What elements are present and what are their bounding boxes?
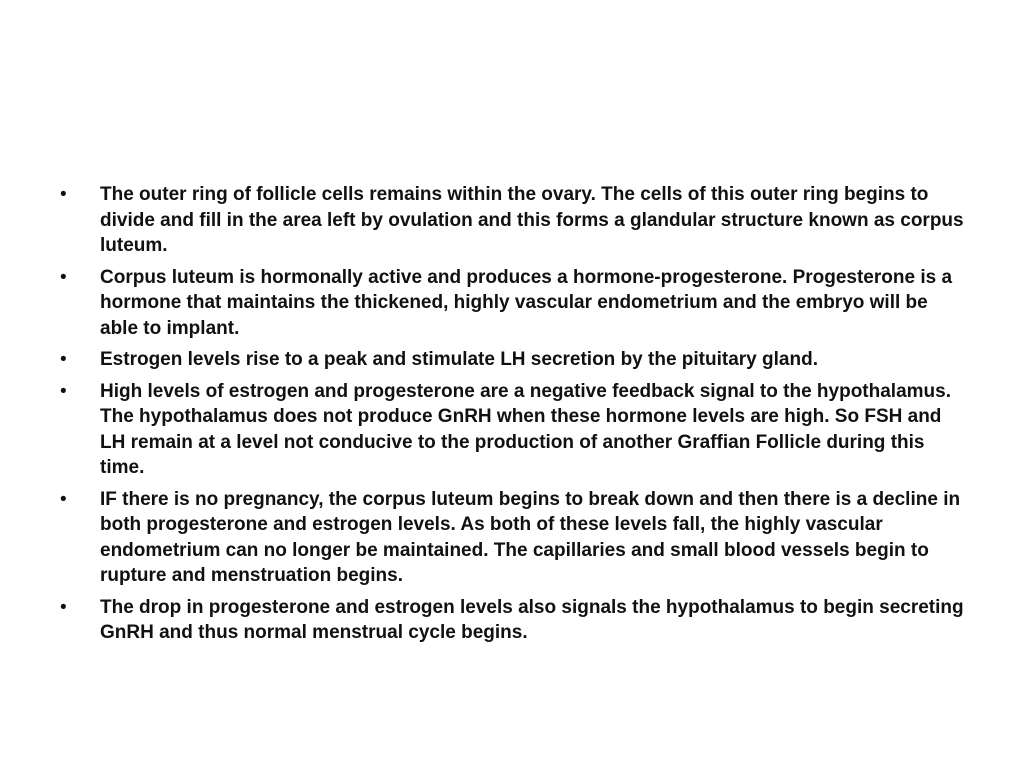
- bullet-item: [58, 265, 970, 342]
- bullet-dot-icon: •: [60, 266, 67, 288]
- bullet-dot-icon: •: [60, 380, 67, 402]
- bullet-text: IF there is no pregnancy, the corpus luteum begins to break down and then there is a decline in both progesterone and estrogen levels. As both of these levels fall, the highly vascular endometrium can no longer be maintained. The capillaries and small blood vessels begin to rupture and menstruation begins.: [100, 488, 961, 586]
- bullet-item: [58, 347, 970, 373]
- bullet-dot-icon: •: [60, 184, 67, 205]
- bullet-item: [58, 595, 970, 646]
- bullet-item: [58, 182, 970, 259]
- bullet-dot-icon: •: [60, 596, 67, 618]
- bullet-text: High levels of estrogen and progesterone are a negative feedback signal to the hypothalamus. The hypothalamus does not produce GnRH when these hormone levels are high. So FSH and LH remain at a level not conducive to the production of another Graffian Follicle during this time.: [100, 380, 951, 478]
- bullet-text: Estrogen levels rise to a peak and stimulate LH secretion by the pituitary gland.: [100, 349, 818, 370]
- bullet-text: The outer ring of follicle cells remains within the ovary. The cells of this outer ring begins to divide and fill in the area left by ovulation and this forms a glandular structure known as corpus luteum.: [100, 184, 964, 256]
- bullet-item: [58, 379, 970, 481]
- bullet-list: [58, 182, 970, 652]
- bullet-item: [58, 487, 970, 589]
- bullet-dot-icon: •: [60, 488, 67, 510]
- bullet-text: Corpus luteum is hormonally active and produces a hormone-progesterone. Progesterone is a hormone that maintains the thickened, highly vascular endometrium and the embryo will be able to implant.: [100, 266, 953, 339]
- bullet-text: The drop in progesterone and estrogen levels also signals the hypothalamus to begin secreting GnRH and thus normal menstrual cycle begins.: [100, 596, 964, 643]
- bullet-dot-icon: •: [60, 349, 67, 370]
